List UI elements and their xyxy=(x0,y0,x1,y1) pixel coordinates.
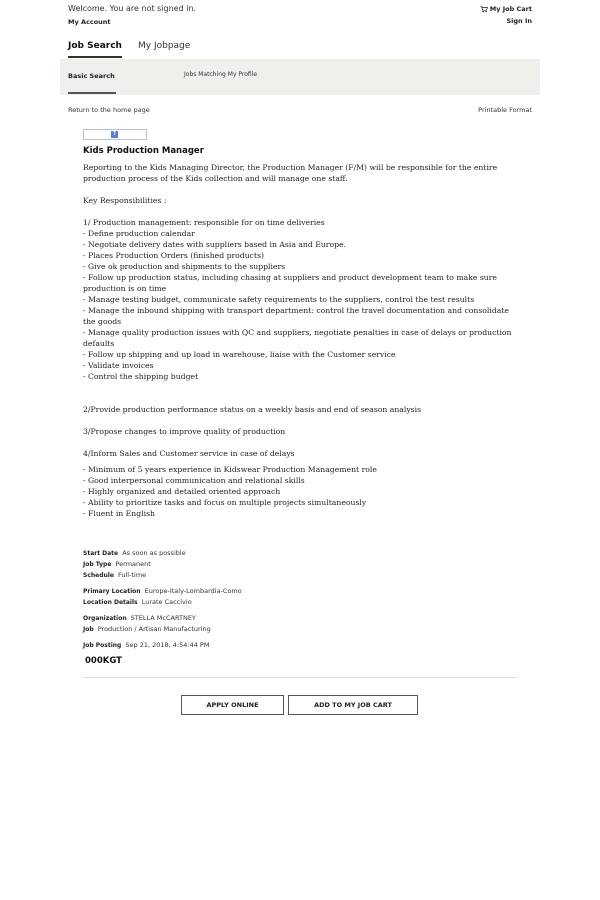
detail-job-posting xyxy=(83,640,523,651)
detail-label: Location Details xyxy=(83,599,138,606)
detail-start-date xyxy=(83,548,523,559)
detail-label: Schedule xyxy=(83,572,114,579)
detail-label: Job Posting xyxy=(83,642,122,649)
responsibility-section-1: 1/ Production management: responsible for on time deliveries xyxy=(83,218,325,227)
detail-job xyxy=(83,624,523,635)
list-item: - Control the shipping budget xyxy=(83,372,199,381)
detail-label: Job Type xyxy=(83,561,112,568)
welcome-message: Welcome. You are not signed in. xyxy=(68,4,197,13)
detail-location-details xyxy=(83,597,523,608)
requirement-item: - Highly organized and detailed oriented approach xyxy=(83,487,281,496)
detail-value: Lurate Caccivio xyxy=(141,598,192,606)
detail-value: Sep 21, 2018, 4:54:44 PM xyxy=(125,641,210,649)
add-to-job-cart-button[interactable]: ADD TO MY JOB CART xyxy=(288,695,418,715)
return-home-link[interactable]: Return to the home page xyxy=(68,106,150,114)
detail-value: Permanent xyxy=(115,560,151,568)
list-item: - Define production calendar xyxy=(83,229,195,238)
subnav-basic-search[interactable]: Basic Search xyxy=(68,72,115,80)
list-item: - Validate invoices xyxy=(83,361,154,370)
apply-online-button[interactable]: APPLY ONLINE xyxy=(181,695,284,715)
requirement-item: - Ability to prioritize tasks and focus on multiple projects simultaneously xyxy=(83,498,367,507)
my-job-cart-link[interactable] xyxy=(480,5,532,13)
job-title: Kids Production Manager xyxy=(83,146,204,156)
key-responsibilities-heading: Key Responsibilities : xyxy=(83,196,167,205)
list-item: - Manage the inbound shipping with transport department: control the travel documentation and consolidate the goods xyxy=(83,306,509,326)
responsibility-section-2: 2/Provide production performance status on a weekly basis and end of season analysis xyxy=(83,405,422,414)
my-job-cart-label: My Job Cart xyxy=(489,5,532,13)
list-item: - Give ok production and shipments to the suppliers xyxy=(83,262,286,271)
tab-my-jobpage[interactable]: My Jobpage xyxy=(138,41,191,51)
sub-navigation-bar xyxy=(60,59,540,95)
tab-job-search[interactable]: Job Search xyxy=(68,41,122,51)
broken-image-icon: ? xyxy=(111,131,118,138)
detail-label: Job xyxy=(83,626,94,633)
job-id: 000KGT xyxy=(85,656,122,666)
sign-in-link[interactable]: Sign In xyxy=(506,17,532,25)
list-item: - Manage quality production issues with QC and suppliers, negotiate penalties in case of delays or production defaults xyxy=(83,328,512,348)
divider xyxy=(83,677,517,678)
my-account-link[interactable]: My Account xyxy=(68,18,111,26)
detail-label: Primary Location xyxy=(83,588,141,595)
subnav-jobs-matching-profile[interactable]: Jobs Matching My Profile xyxy=(184,71,258,78)
detail-value: STELLA McCARTNEY xyxy=(130,614,196,622)
company-logo-placeholder xyxy=(83,129,147,140)
job-intro: Reporting to the Kids Managing Director, the Production Manager (F/M) will be responsible for the entire production process of the Kids collection and will manage one staff. xyxy=(83,163,498,183)
detail-value: Production / Artisan Manufacturing xyxy=(97,625,211,633)
detail-primary-location xyxy=(83,586,523,597)
detail-label: Organization xyxy=(83,615,127,622)
detail-value: Full-time xyxy=(118,571,147,579)
list-item: - Follow up shipping and up load in warehouse, liaise with the Customer service xyxy=(83,350,396,359)
responsibility-section-3: 3/Propose changes to improve quality of production xyxy=(83,427,286,436)
list-item: - Negotiate delivery dates with suppliers based in Asia and Europe. xyxy=(83,240,347,249)
printable-format-link[interactable]: Printable Format xyxy=(478,106,532,114)
list-item: - Places Production Orders (finished products) xyxy=(83,251,265,260)
job-details xyxy=(83,548,523,651)
cart-icon xyxy=(480,5,488,13)
detail-value: Europe-Italy-Lombardia-Como xyxy=(144,587,242,595)
active-tab-indicator xyxy=(68,56,122,58)
requirement-item: - Minimum of 5 years experience in Kidswear Production Management role xyxy=(83,465,377,474)
job-description xyxy=(83,162,523,519)
requirement-item: - Good interpersonal communication and relational skills xyxy=(83,476,305,485)
detail-value: As soon as possible xyxy=(122,549,186,557)
active-subnav-indicator xyxy=(68,92,116,94)
list-item: - Manage testing budget, communicate safety requirements to the suppliers, control the test results xyxy=(83,295,475,304)
detail-organization xyxy=(83,613,523,624)
responsibility-section-4: 4/Inform Sales and Customer service in case of delays xyxy=(83,449,295,458)
requirement-item: - Fluent in English xyxy=(83,509,155,518)
detail-label: Start Date xyxy=(83,550,119,557)
list-item: - Follow up production status, including chasing at suppliers and product development team to make sure production is on time xyxy=(83,273,497,293)
detail-schedule xyxy=(83,570,523,581)
detail-job-type xyxy=(83,559,523,570)
